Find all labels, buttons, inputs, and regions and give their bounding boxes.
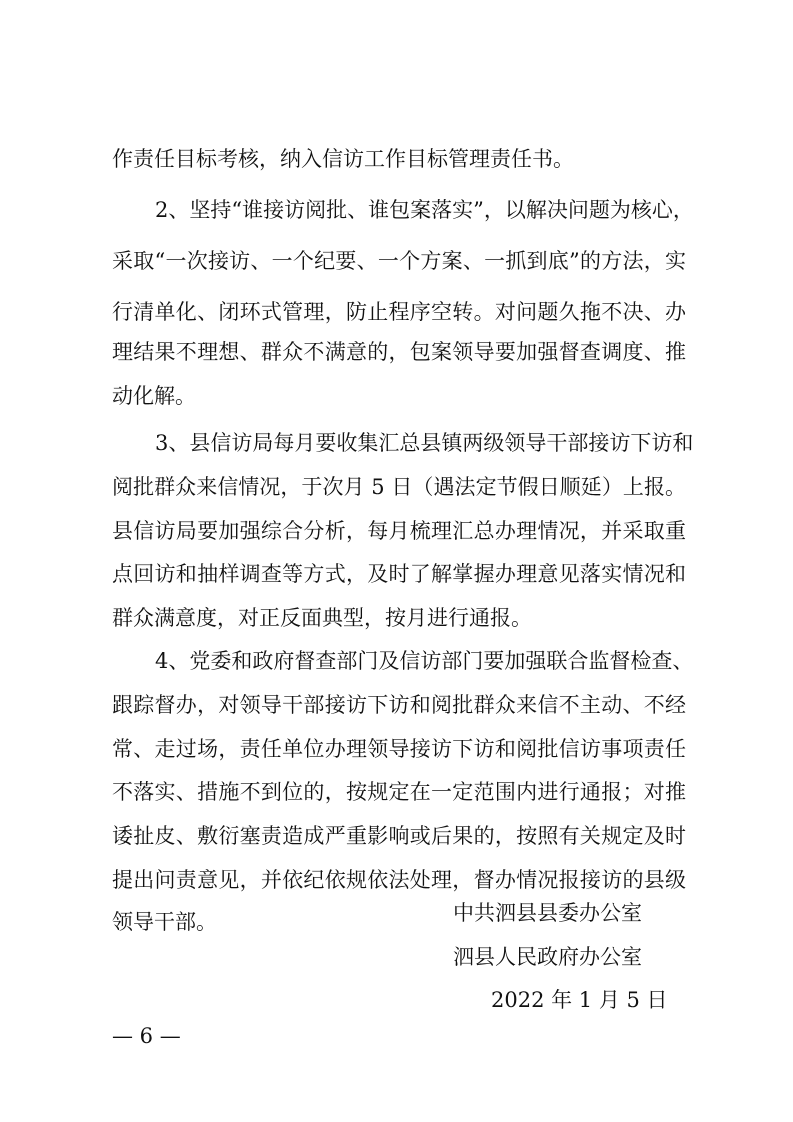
body-line: 县信访局要加强综合分析，每月梳理汇总办理情况，并采取重 [112, 519, 686, 543]
body-line: 群众满意度，对正反面典型，按月进行通报。 [112, 606, 532, 630]
paragraph-4-line: 4、党委和政府督查部门及信访部门要加强联合监督检查、 [155, 649, 694, 673]
body-line: 不落实、措施不到位的，按规定在一定范围内进行通报；对推 [112, 780, 686, 804]
body-line: 阅批群众来信情况，于次月 5 日（遇法定节假日顺延）上报。 [112, 475, 686, 499]
body-line: 提出问责意见，并依纪依规依法处理，督办情况报接访的县级 [112, 868, 686, 892]
body-line: 领导干部。 [112, 910, 217, 934]
body-line: 诿扯皮、敷衍塞责造成严重影响或后果的，按照有关规定及时 [112, 824, 686, 848]
body-line: 作责任目标考核，纳入信访工作目标管理责任书。 [112, 147, 574, 171]
body-line: 动化解。 [112, 384, 196, 408]
body-line: 理结果不理想、群众不满意的，包案领导要加强督查调度、推 [112, 340, 686, 364]
signature-org-party-office: 中共泗县县委办公室 [453, 901, 642, 925]
body-line: 跟踪督办，对领导干部接访下访和阅批群众来信不主动、不经 [112, 693, 686, 717]
body-line: 常、走过场，责任单位办理领导接访下访和阅批信访事项责任 [112, 737, 686, 761]
paragraph-3-line: 3、县信访局每月要收集汇总县镇两级领导干部接访下访和 [155, 431, 694, 455]
signature-date: 2022 年 1 月 5 日 [491, 988, 668, 1012]
paragraph-2-line: 2、坚持“谁接访阅批、谁包案落实”，以解决问题为核心， [155, 198, 694, 222]
body-line: 采取“一次接访、一个纪要、一个方案、一抓到底”的方法，实 [112, 249, 686, 273]
page-number: — 6 — [112, 1024, 181, 1048]
signature-org-government-office: 泗县人民政府办公室 [453, 945, 642, 969]
body-line: 点回访和抽样调查等方式，及时了解掌握办理意见落实情况和 [112, 562, 686, 586]
body-line: 行清单化、闭环式管理，防止程序空转。对问题久拖不决、办 [112, 300, 686, 324]
